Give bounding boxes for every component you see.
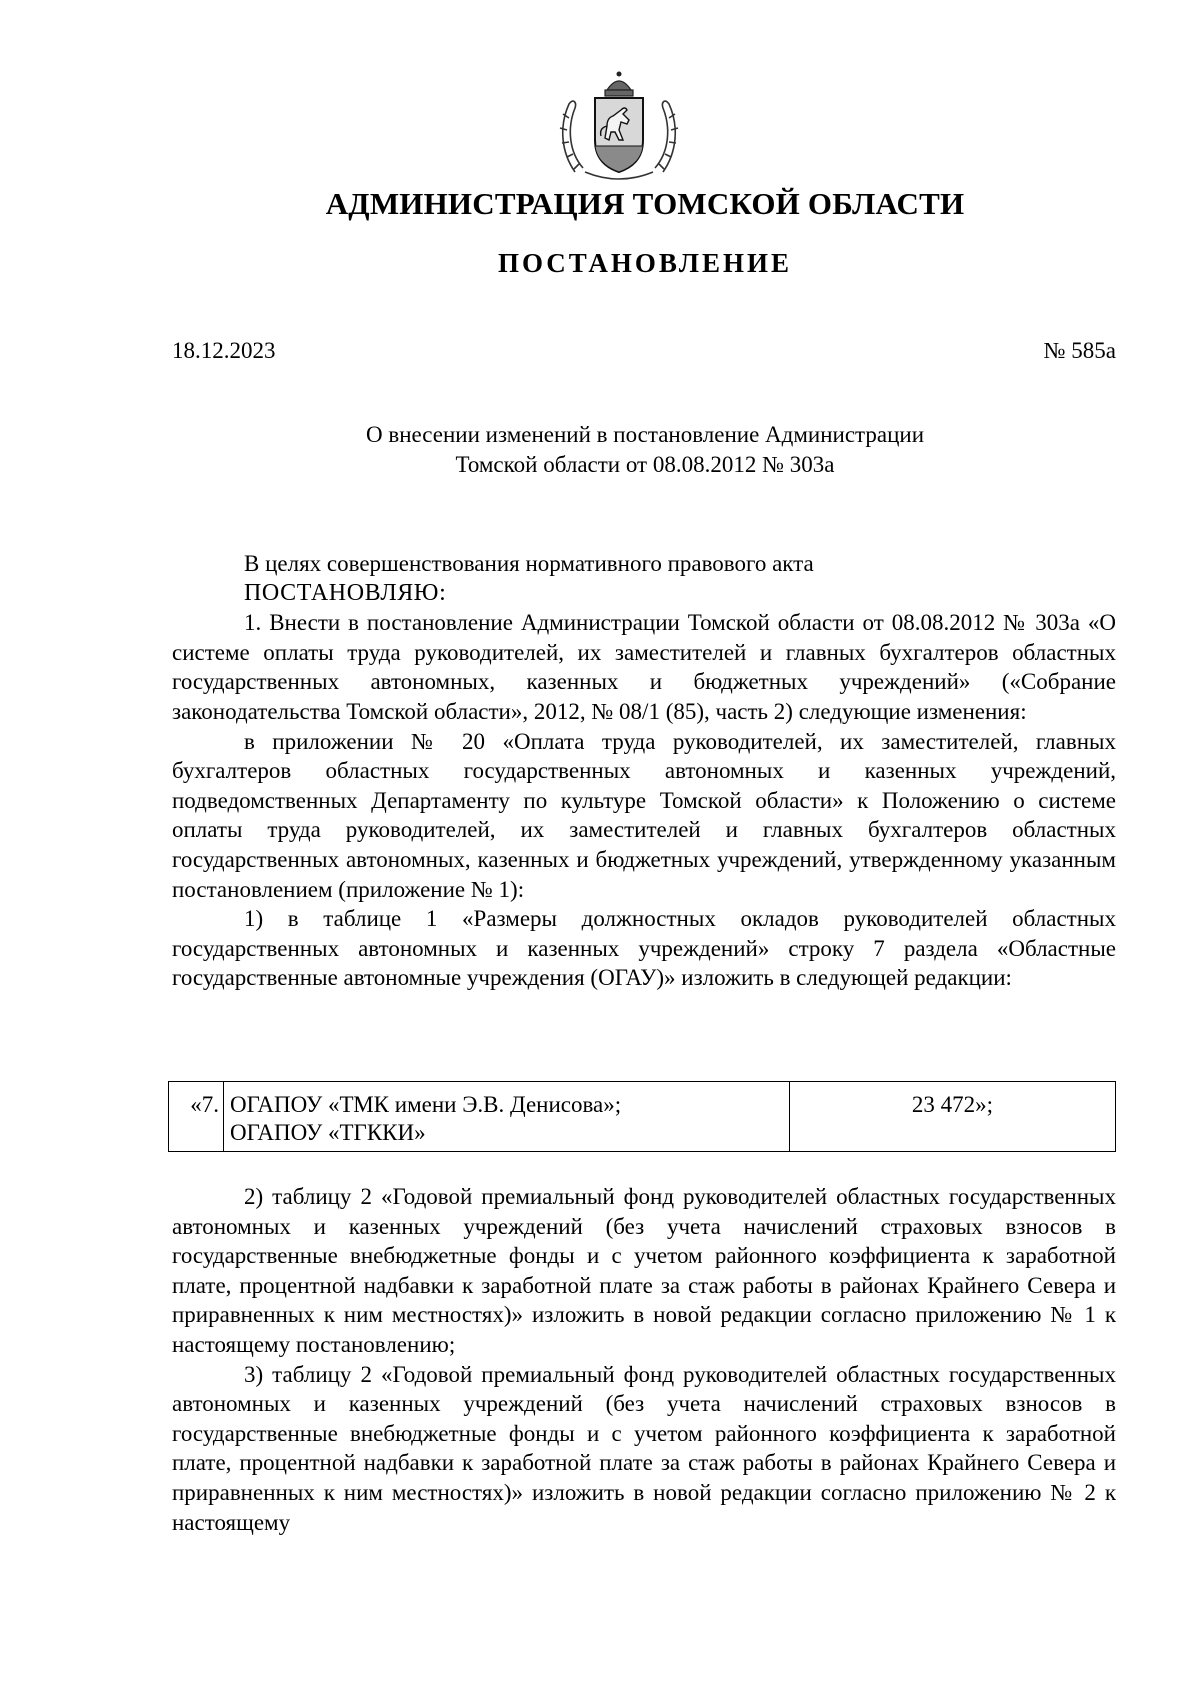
item-1-paragraph: 1. Внести в постановление Администрации Томской области от 08.08.2012 № 303а «О системе оплаты труда руководителей, их заместителей и главных бухгалтеров областных государственных автономных, казенных и бюджетных учреждений» («Собрание законодательства Томской области», 2012, № 08/1 (85), часть 2) следующие изменения: (172, 610, 1116, 724)
document-body-lower (172, 1182, 1116, 1537)
document-date: 18.12.2023 (172, 338, 276, 363)
subject-line-1: О внесении изменений в постановление Администрации (365, 422, 925, 447)
decree-word: ПОСТАНОВЛЯЮ: (244, 579, 447, 606)
salary-value-cell: 23 472»; (790, 1082, 1116, 1152)
institution-name-cell (224, 1082, 790, 1152)
appendix-intro-paragraph: в приложении № 20 «Оплата труда руководителей, их заместителей, главных бухгалтеров областных государственных автономных и казенных учреждений, подведомственных Департаменту по культуре Томской области» к Положению о системе оплаты труда руководителей, их заместителей и главных бухгалтеров областных государственных автономных, казенных и бюджетных учреждений, утвержденному указанным постановлением (приложение № 1): (172, 728, 1116, 902)
subitem-1-paragraph: 1) в таблице 1 «Размеры должностных окладов руководителей областных государственных автономных и казенных учреждений» строку 7 раздела «Областные государственные автономные учреждения (ОГАУ)» изложить в следующей редакции: (172, 906, 1116, 991)
row-number-cell: «7. (169, 1082, 224, 1152)
institution-name-line-1: ОГАПОУ «ТМК имени Э.В. Денисова»; (230, 1092, 622, 1117)
document-subject (300, 420, 990, 480)
institution-name-line-2: ОГАПОУ «ТГККИ» (230, 1120, 426, 1145)
document-body-upper (172, 549, 1116, 993)
subitem-3-paragraph: 3) таблицу 2 «Годовой премиальный фонд руководителей областных государственных автономных и казенных учреждений (без учета начислений страховых взносов в государственные внебюджетные фонды и с учетом районного коэффициента к заработной плате, процентной надбавки к заработной плате за стаж работы в районах Крайнего Севера и приравненных к ним местностях)» изложить в новой редакции согласно приложению № 2 к настоящему (172, 1361, 1116, 1535)
document-number: № 585а (1043, 338, 1116, 363)
purpose-paragraph: В целях совершенствования нормативного правового акта (244, 551, 814, 576)
organization-title: АДМИНИСТРАЦИЯ ТОМСКОЙ ОБЛАСТИ (325, 186, 965, 221)
amendment-table (168, 1081, 1116, 1152)
subject-line-2: Томской области от 08.08.2012 № 303а (455, 452, 835, 477)
document-type-title: ПОСТАНОВЛЕНИЕ (497, 248, 793, 278)
subitem-2-paragraph: 2) таблицу 2 «Годовой премиальный фонд руководителей областных государственных автономных и казенных учреждений (без учета начислений страховых взносов в государственные внебюджетные фонды и с учетом районного коэффициента к заработной плате, процентной надбавки к заработной плате за стаж работы в районах Крайнего Севера и приравненных к ним местностях)» изложить в новой редакции согласно приложению № 1 к настоящему постановлению; (172, 1184, 1116, 1357)
coat-of-arms-icon (555, 68, 683, 184)
table-row (169, 1082, 1116, 1152)
